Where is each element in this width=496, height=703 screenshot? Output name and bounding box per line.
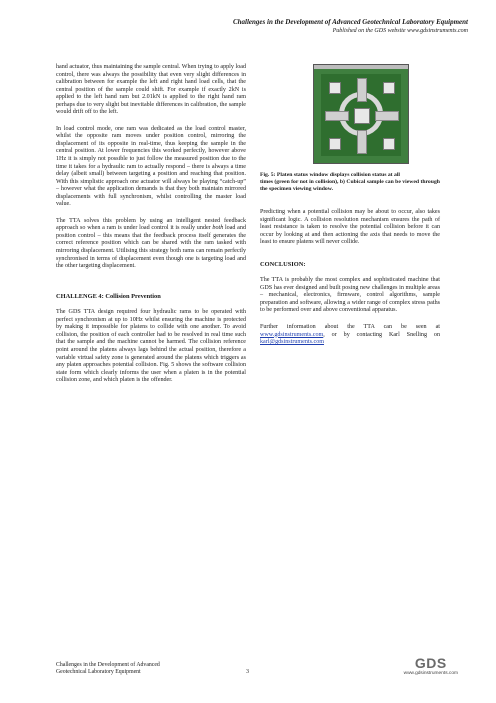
text-run: Further information about the TTA can be seen at — [260, 324, 440, 331]
footer-line: Challenges in the Development of Advanced — [56, 662, 160, 668]
text-run: The TTA solves this problem by using an intelligent nested feedback approach so when a ram is under load control it is really under — [56, 217, 246, 232]
figure-caption — [260, 172, 442, 193]
right-column — [260, 209, 440, 356]
status-indicator — [383, 138, 395, 150]
paragraph — [260, 324, 440, 347]
status-indicator — [329, 138, 341, 150]
email-link[interactable]: karl@gdsinstruments.com — [260, 339, 325, 346]
paragraph: hand actuator, thus maintaining the sample central. When trying to apply load control, there was always the possibility that even very slight differences in calibration between for example the left and right hand load cells, that the central position of the sample could shift. For example if exactly 2kN is applied to the left hand ram but 2.01kN is applied to the right hand ram perhaps due to very slight but inevitable differences in calibration, the sample would drift off to the left. — [56, 64, 246, 116]
footer-line: Geotechnical Laboratory Equipment — [56, 669, 141, 675]
emphasis-text: both — [212, 225, 224, 232]
header-subtitle: Published on the GDS website www.gdsinstruments.com — [332, 28, 468, 34]
cubical-sample — [354, 108, 370, 124]
gds-logo — [404, 655, 458, 676]
logo-url: www.gdsinstruments.com — [403, 671, 458, 676]
logo-mark: GDS — [414, 655, 447, 671]
status-indicator — [329, 82, 341, 94]
text-run: , or by contacting Karl Snelling on — [323, 331, 440, 338]
platen-right — [375, 111, 399, 121]
paragraph: In load control mode, one ram was dedicated as the load control master, whilst the opposite ram moves under position control, mirroring the displacement of its opposite in real-time, thus keeping the sample in the central position. At lower frequencies this worked perfectly, however above 1Hz it is simply not possible to just follow the measured position due to the time it takes for a hydraulic ram to actually respond – there is always a time delay (albeit small) between targeting a position and reaching that position. With this simplistic approach one actuator will always be playing “catch-up” – however what the application demands is that they both maintain mirrored displacements with full synchronism, whilst controlling the master load value. — [56, 125, 246, 208]
paragraph: The TTA is probably the most complex and sophisticated machine that GDS has ever designed and built posing new challenges in multiple areas – mechanical, electronics, firmware, control algorithms, sample preparation and software, allowing a wider range of complex stress paths to be performed over and above conventional apparatus. — [260, 277, 440, 314]
website-link[interactable]: www.gdsinstruments.com — [260, 331, 324, 338]
status-indicator — [383, 82, 395, 94]
caption-line: times (green for not in collision), b) Cubical sample can be viewed through the specimen viewing window. — [260, 179, 440, 192]
platen-left — [325, 111, 349, 121]
page-footer — [56, 662, 160, 676]
caption-line: Fig. 5: Platen status window displays collision status at all — [260, 172, 400, 178]
platen-bottom — [357, 130, 367, 154]
section-heading: CONCLUSION: — [260, 260, 306, 268]
platen-status-figure — [313, 64, 409, 164]
left-column — [56, 64, 246, 394]
paragraph: Predicting when a potential collision may be about to occur, also takes significant logic. A collision resolution mechanism ensures the path of least resistance is taken to resolve the potential collision before it can occur by looking at and then actioning the axis that needs to move the least to ensure platens will never collide. — [260, 209, 440, 246]
paragraph — [56, 218, 246, 271]
text-run: load and position control – this means that the feedback process itself generates the correct reference position which can be shared with the ram tasked with mirroring displacement. Utilising this strategy both rams can remain perfectly synchronised in terms of displacement even though one is targeting load and the other targeting displacement. — [56, 225, 246, 270]
page-header — [233, 18, 468, 35]
window-titlebar — [314, 65, 408, 69]
platen-top — [357, 78, 367, 102]
header-title: Challenges in the Development of Advanced Geotechnical Laboratory Equipment — [232, 18, 468, 26]
paragraph: The GDS TTA design required four hydraulic rams to be operated with perfect synchronism at up to 10Hz whilst ensuring the machine is protected by making it impossible for platens to collide with one another. To avoid collision, the position of each controller had to be resolved in real time such that the sample and the machine cannot be harmed. The collision reference point around the platens always lags behind the actual position, therefore a variable virtual safety zone is generated around the platens which triggers as any platen approaches potential collision. Fig. 5 shows the software collision state form which clearly informs the user when a platen is in the potential collision zone, and which platen is the offender. — [56, 309, 246, 384]
section-heading: CHALLENGE 4: Collision Prevention — [56, 292, 161, 300]
page-number: 3 — [246, 669, 249, 675]
platen-status-panel — [321, 74, 401, 156]
